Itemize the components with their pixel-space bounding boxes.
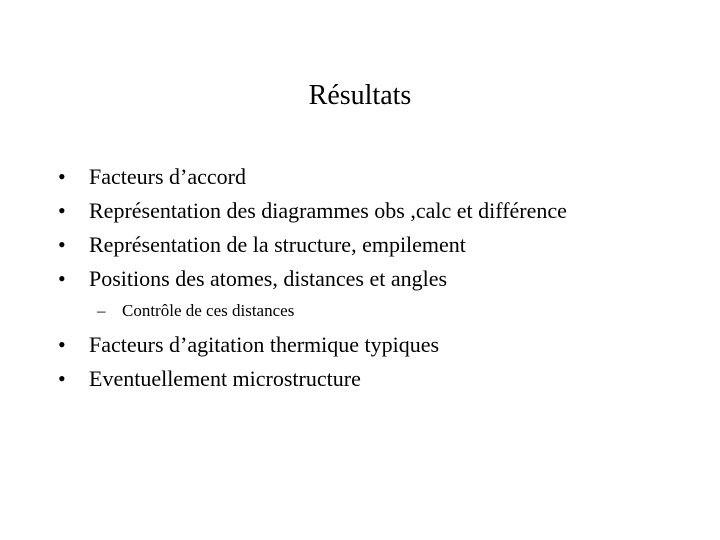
bullet-dot-icon: • <box>58 332 66 357</box>
bullet-item <box>58 262 567 296</box>
bullet-dot-icon: • <box>58 232 66 257</box>
bullet-item <box>58 228 567 262</box>
bullet-dot-icon: • <box>58 164 66 189</box>
slide-title: Résultats <box>308 80 412 111</box>
bullet-text: Facteurs d’agitation thermique typiques <box>89 332 440 357</box>
bullet-item <box>58 328 567 362</box>
bullet-item <box>58 194 567 228</box>
bullet-dot-icon: • <box>58 198 66 223</box>
bullet-text: Représentation de la structure, empilement <box>89 232 466 257</box>
bullet-text: Représentation des diagrammes obs ,calc et différence <box>89 198 567 223</box>
sub-bullet-item <box>58 300 567 322</box>
bullet-dot-icon: • <box>58 366 66 391</box>
bullet-item <box>58 160 567 194</box>
bullet-text: Eventuellement microstructure <box>89 366 361 391</box>
bullet-item <box>58 362 567 396</box>
dash-icon: – <box>97 301 106 320</box>
bullet-text: Facteurs d’accord <box>89 164 246 189</box>
sub-bullet-text: Contrôle de ces distances <box>122 301 295 320</box>
bullet-list <box>58 160 567 396</box>
bullet-text: Positions des atomes, distances et angles <box>89 266 448 291</box>
bullet-dot-icon: • <box>58 266 66 291</box>
